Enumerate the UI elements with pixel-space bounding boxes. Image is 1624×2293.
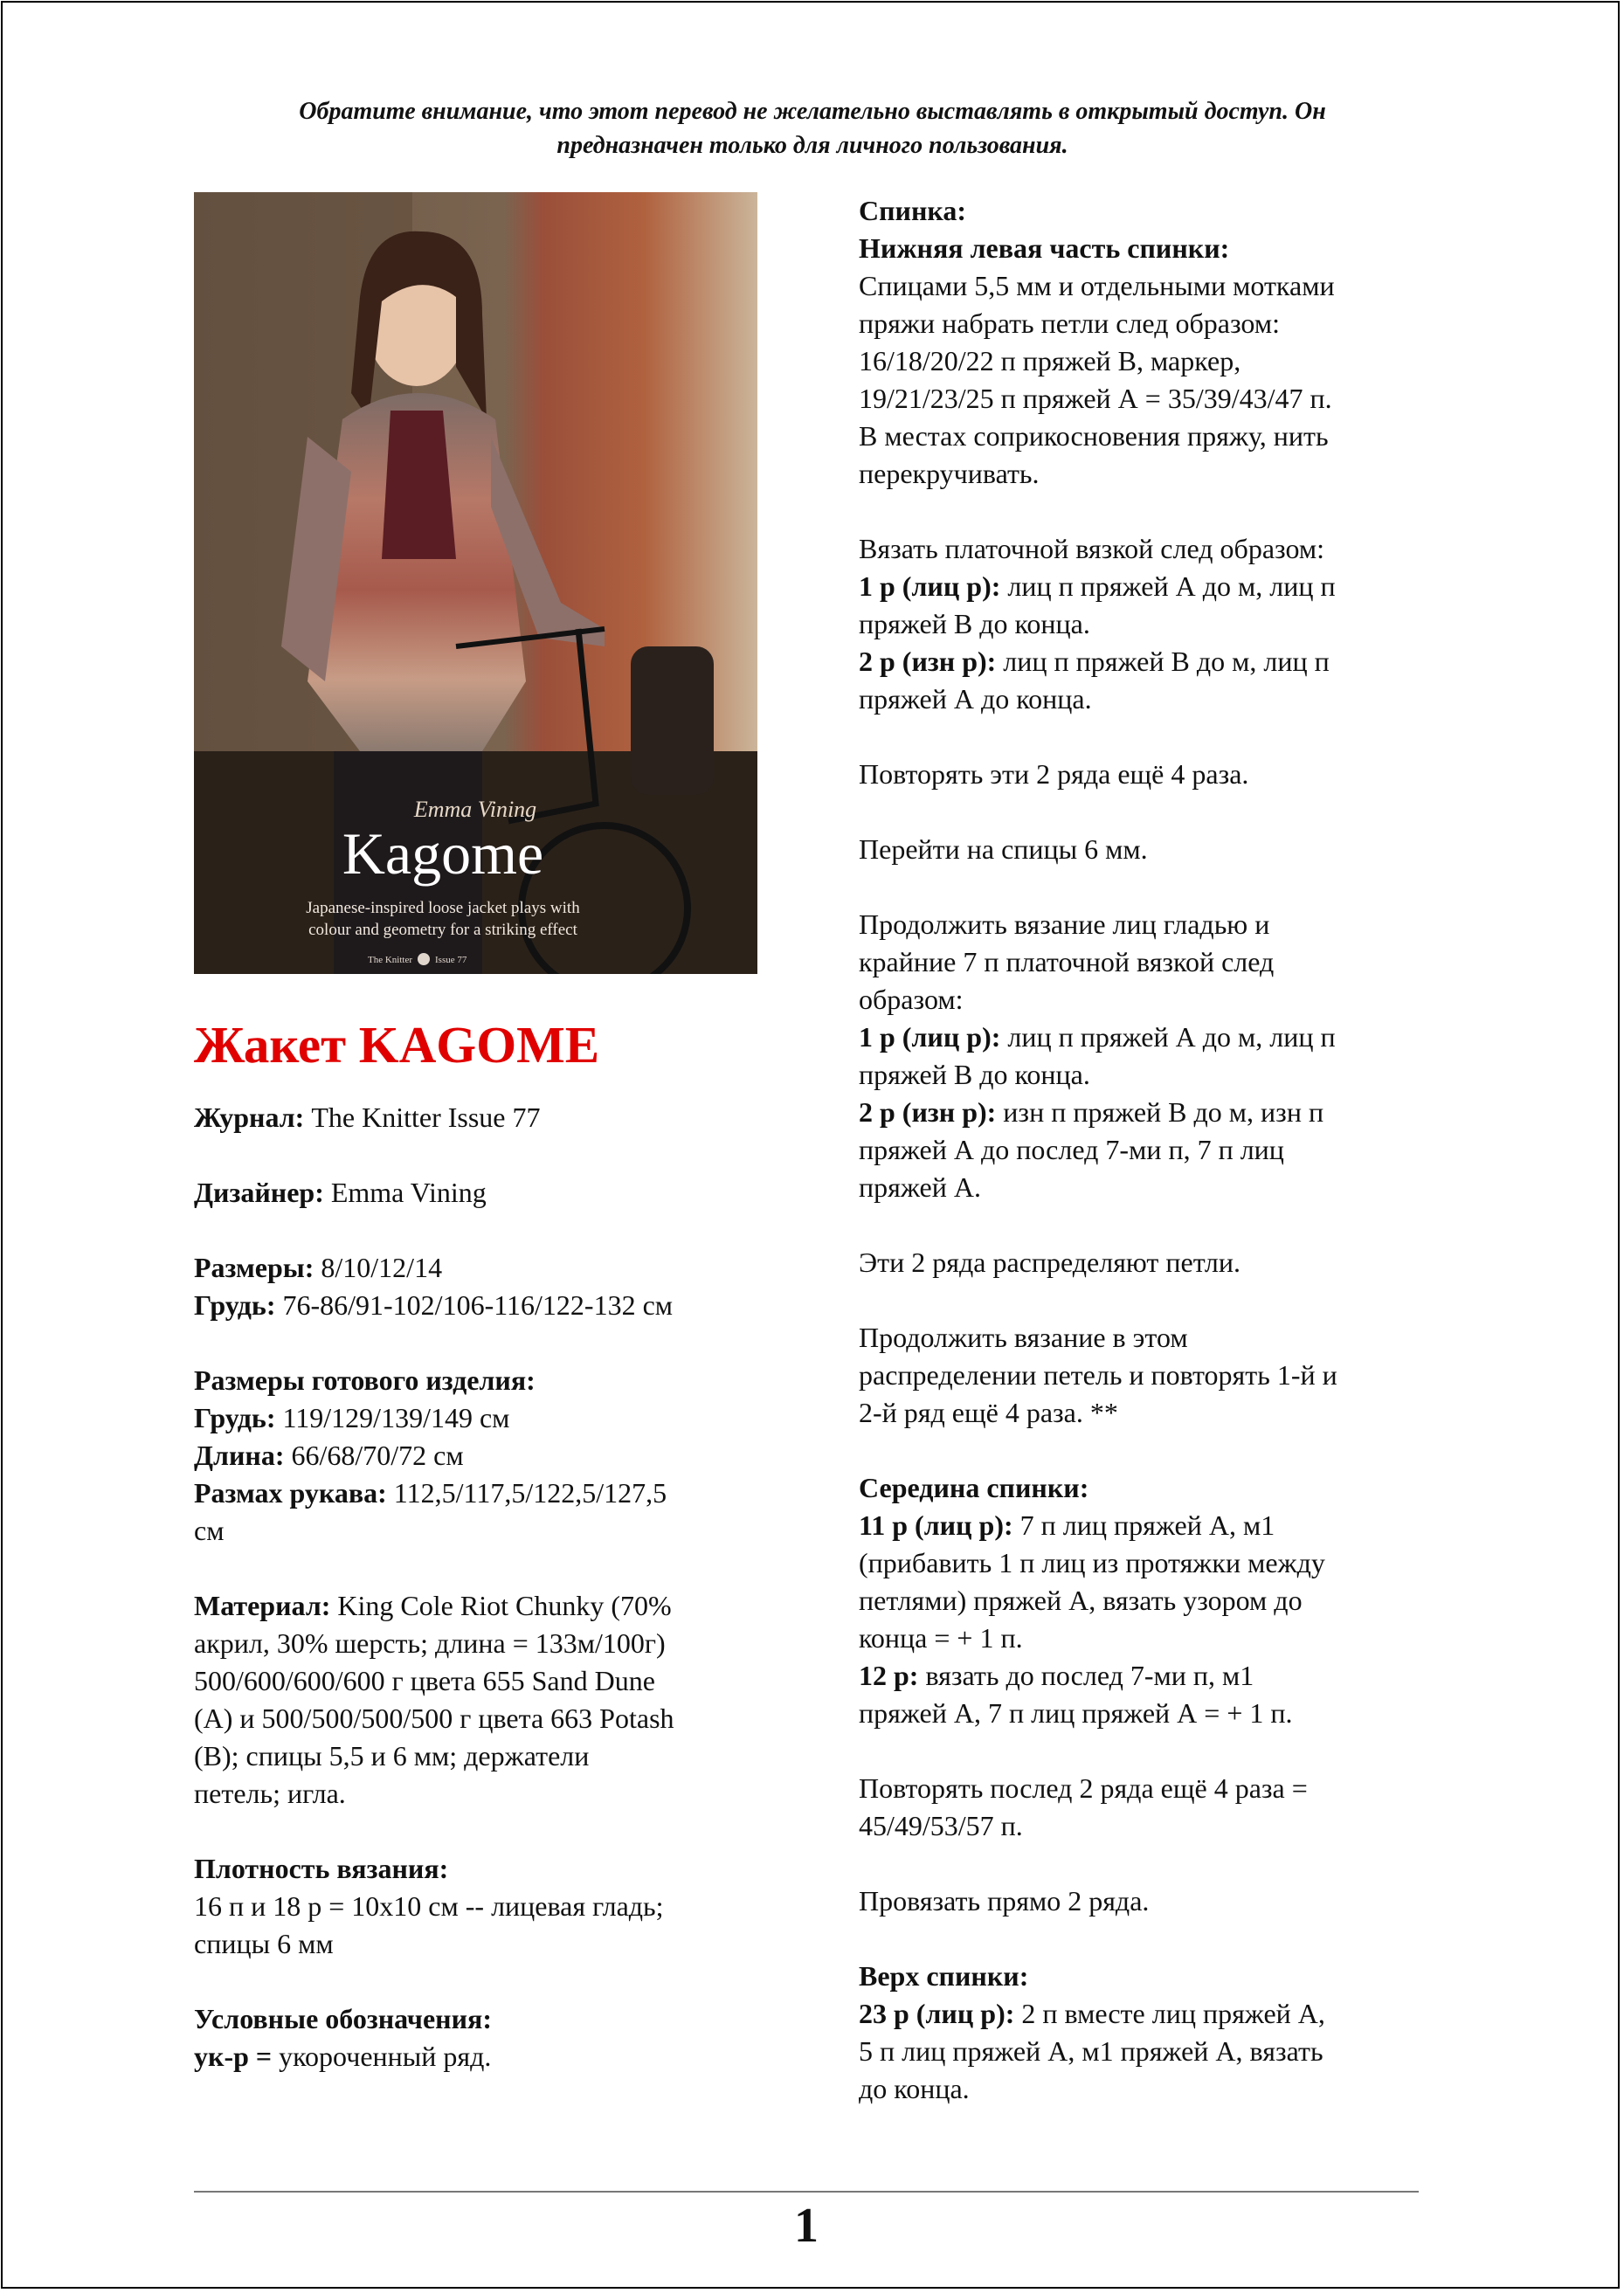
chest-line [194, 1287, 771, 1324]
row-2b-cont-1: пряжей А до послед 7-ми п, 7 п лиц [859, 1134, 1284, 1165]
notice-line-2: предназначен только для личного пользования. [556, 132, 1068, 159]
cast-on-line-1: Спицами 5,5 мм и отдельными мотками [859, 270, 1335, 301]
gauge-line-2: спицы 6 мм [194, 1928, 334, 1959]
instructions-column [859, 192, 1435, 2108]
sizes-value: 8/10/12/14 [314, 1252, 443, 1283]
cast-on-line-4: 19/21/23/25 п пряжей А = 35/39/43/47 п. [859, 383, 1332, 414]
repeat-4-times: Повторять эти 2 ряда ещё 4 раза. [859, 758, 1249, 790]
stockinette-intro-3: образом: [859, 984, 964, 1015]
row-11-cont-3: конца = + 1 п. [859, 1622, 1023, 1654]
knit-straight: Провязать прямо 2 ряда. [859, 1885, 1150, 1917]
abbreviation-value: укороченный ряд. [272, 2041, 492, 2072]
sleeve-value: 112,5/117,5/122,5/127,5 [386, 1477, 667, 1509]
sizes-label: Размеры: [194, 1252, 314, 1283]
finished-chest-line [194, 1399, 771, 1437]
row-1b-line [859, 1019, 1435, 1056]
row-1-text: лиц п пряжей А до м, лиц п [1000, 570, 1336, 602]
journal-line [194, 1099, 771, 1136]
row-11-cont-1: (прибавить 1 п лиц из протяжки между [859, 1547, 1325, 1578]
length-label: Длина: [194, 1440, 285, 1471]
middle-back-heading: Середина спинки: [859, 1472, 1089, 1503]
row-12-text: вязать до послед 7-ми п, м1 [918, 1660, 1254, 1691]
cover-tagline-1: Japanese-inspired loose jacket plays with [306, 899, 580, 917]
sleeve-line [194, 1475, 771, 1512]
row-2-label: 2 р (изн р): [859, 646, 997, 677]
row-12-cont: пряжей А, 7 п лиц пряжей А = + 1 п. [859, 1697, 1293, 1729]
row-23-cont-2: до конца. [859, 2073, 970, 2104]
row-1b-label: 1 р (лиц р): [859, 1021, 1001, 1053]
abbreviations-heading: Условные обозначения: [194, 2003, 492, 2034]
row-1-label: 1 р (лиц р): [859, 570, 1001, 602]
cover-tagline-2: colour and geometry for a striking effect [308, 921, 577, 939]
continue-line-3: 2-й ряд ещё 4 раза. ** [859, 1397, 1118, 1428]
row-12-line [859, 1657, 1435, 1695]
material-line-5: (В); спицы 5,5 и 6 мм; держатели [194, 1740, 590, 1772]
row-2-line [859, 643, 1435, 680]
designer-label: Дизайнер: [194, 1177, 324, 1208]
cast-on-line-5: В местах соприкосновения пряжу, нить [859, 420, 1329, 452]
row-2-cont: пряжей А до конца. [859, 683, 1092, 715]
stockinette-intro-1: Продолжить вязание лиц гладью и [859, 908, 1270, 940]
continue-line-1: Продолжить вязание в этом [859, 1322, 1188, 1353]
material-line-6: петель; игла. [194, 1778, 346, 1809]
cover-title: Kagome [342, 820, 544, 887]
abbreviation-label: ук-р = [194, 2041, 273, 2072]
cover-footer-left: The Knitter [367, 955, 412, 965]
material-line [194, 1587, 771, 1625]
row-1-line [859, 568, 1435, 605]
length-value: 66/68/70/72 см [284, 1440, 464, 1471]
chest-label: Грудь: [194, 1289, 276, 1321]
garter-intro: Вязать платочной вязкой след образом: [859, 533, 1324, 564]
journal-value: The Knitter Issue 77 [304, 1102, 541, 1133]
finished-size-heading: Размеры готового изделия: [194, 1364, 536, 1396]
lower-left-back-heading: Нижняя левая часть спинки: [859, 232, 1230, 264]
chest-value: 76-86/91-102/106-116/122-132 см [275, 1289, 674, 1321]
gauge-line-1: 16 п и 18 р = 10х10 см -- лицевая гладь; [194, 1890, 664, 1922]
upper-back-heading: Верх спинки: [859, 1960, 1029, 1992]
row-23-line [859, 1995, 1435, 2033]
repeat-last-2: 45/49/53/57 п. [859, 1810, 1023, 1841]
page-number: 1 [794, 2199, 819, 2253]
row-2b-line [859, 1094, 1435, 1131]
magazine-cover-image [194, 192, 757, 974]
row-2b-cont-2: пряжей А. [859, 1171, 981, 1203]
pattern-info-column [194, 1013, 771, 2075]
pattern-title: Жакет KAGOME [194, 1016, 600, 1074]
row-11-text: 7 п лиц пряжей А, м1 [1012, 1509, 1275, 1541]
row-12-label: 12 р: [859, 1660, 919, 1691]
finished-chest-label: Грудь: [194, 1402, 276, 1433]
cover-footer-right: Issue 77 [435, 955, 467, 965]
cast-on-line-3: 16/18/20/22 п пряжей В, маркер, [859, 345, 1241, 376]
row-2b-label: 2 р (изн р): [859, 1096, 997, 1128]
row-1b-cont: пряжей В до конца. [859, 1059, 1090, 1090]
gauge-heading: Плотность вязания: [194, 1853, 449, 1884]
length-line [194, 1437, 771, 1475]
row-2b-text: изн п пряжей В до м, изн п [996, 1096, 1324, 1128]
cast-on-line-6: перекручивать. [859, 458, 1040, 489]
cast-on-line-2: пряжи набрать петли след образом: [859, 307, 1280, 339]
row-23-text: 2 п вместе лиц пряжей А, [1014, 1998, 1325, 2029]
back-heading: Спинка: [859, 195, 967, 226]
notice-line-1: Обратите внимание, что этот перевод не желательно выставлять в открытый доступ. Он [299, 98, 1326, 125]
row-11-label: 11 р (лиц р): [859, 1509, 1013, 1541]
row-11-cont-2: петлями) пряжей А, вязать узором до [859, 1585, 1303, 1616]
material-value: King Cole Riot Chunky (70% [330, 1590, 672, 1621]
abbreviation-line [194, 2038, 771, 2075]
cover-designer: Emma Vining [413, 797, 537, 822]
distribute-note: Эти 2 ряда распределяют петли. [859, 1247, 1240, 1278]
row-23-label: 23 р (лиц р): [859, 1998, 1015, 2029]
material-line-4: (А) и 500/500/500/500 г цвета 663 Potash [194, 1702, 674, 1734]
footer-divider [194, 2191, 1419, 2193]
material-line-3: 500/600/600/600 г цвета 655 Sand Dune [194, 1665, 655, 1696]
stockinette-intro-2: крайние 7 п платочной вязкой след [859, 946, 1275, 977]
row-11-line [859, 1507, 1435, 1544]
row-2-text: лиц п пряжей В до м, лиц п [996, 646, 1330, 677]
repeat-last-1: Повторять послед 2 ряда ещё 4 раза = [859, 1772, 1308, 1804]
designer-value: Emma Vining [323, 1177, 487, 1208]
designer-line [194, 1174, 771, 1212]
cover-logo-icon [418, 953, 430, 965]
row-23-cont-1: 5 п лиц пряжей А, м1 пряжей А, вязать [859, 2035, 1323, 2067]
finished-chest-value: 119/129/139/149 см [275, 1402, 510, 1433]
switch-needles: Перейти на спицы 6 мм. [859, 833, 1148, 865]
continue-line-2: распределении петель и повторять 1-й и [859, 1359, 1337, 1391]
row-1-cont: пряжей В до конца. [859, 608, 1090, 639]
journal-label: Журнал: [194, 1102, 305, 1133]
sleeve-unit: см [194, 1515, 225, 1546]
material-line-2: акрил, 30% шерсть; длина = 133м/100г) [194, 1627, 666, 1659]
cover-illustration [194, 192, 757, 974]
material-label: Материал: [194, 1590, 331, 1621]
sizes-line [194, 1249, 771, 1287]
row-1b-text: лиц п пряжей А до м, лиц п [1000, 1021, 1336, 1053]
sleeve-label: Размах рукава: [194, 1477, 387, 1509]
notice [192, 94, 1433, 162]
